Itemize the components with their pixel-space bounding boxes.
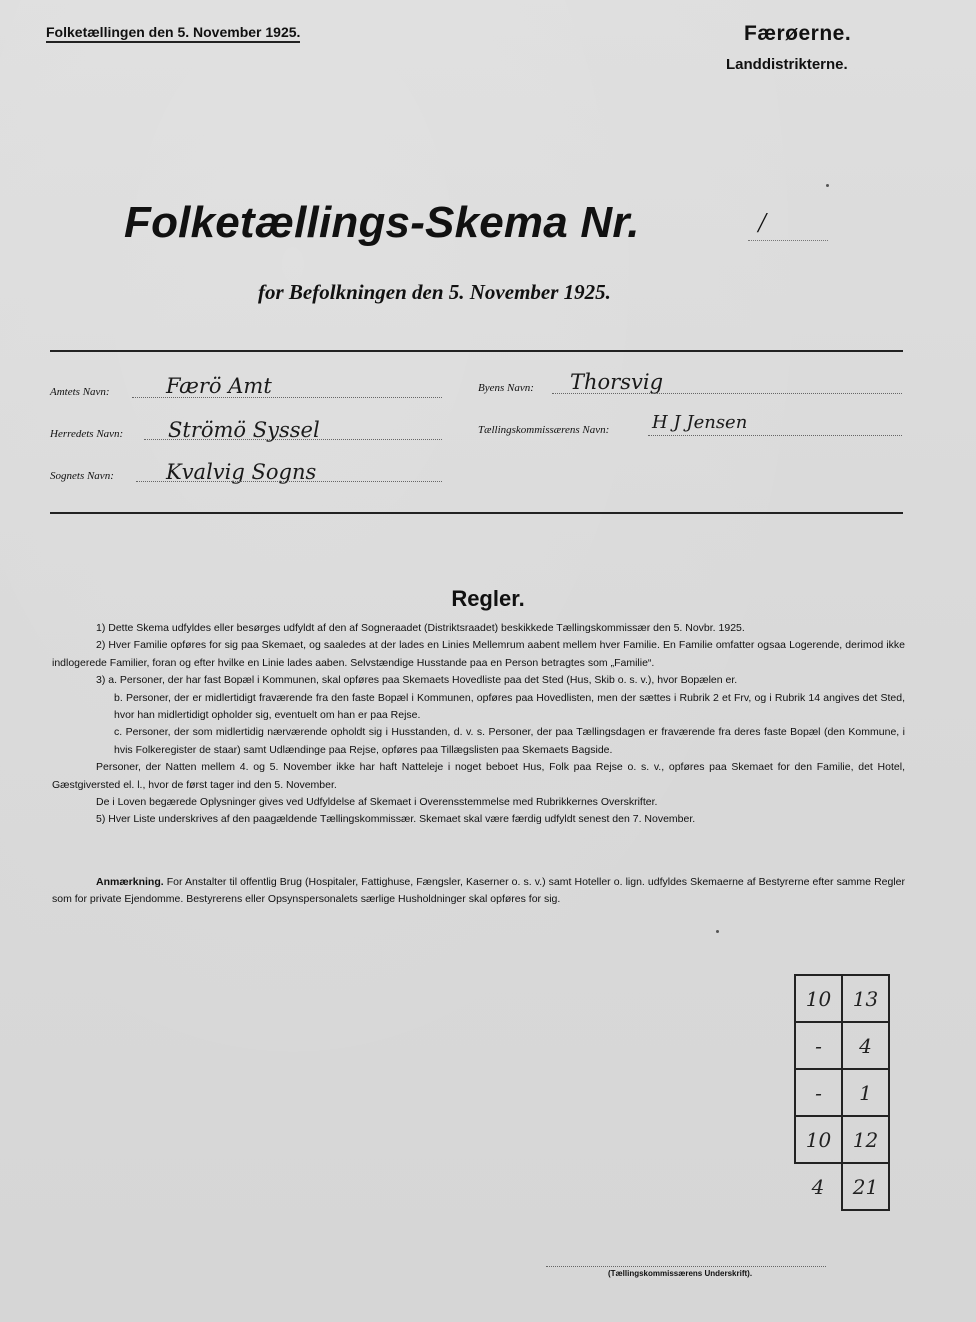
census-date-header: Folketællingen den 5. November 1925. bbox=[46, 24, 300, 43]
bottom-divider bbox=[50, 512, 903, 514]
kommissaer-line bbox=[648, 435, 902, 436]
tally-cell: 4 bbox=[795, 1163, 842, 1210]
note-body: For Anstalter til offentlig Brug (Hospitaler, Fattighuse, Fængsler, Kaserner o. s. v.) samt Hoteller o. lign. udfyldes Skemaerne af Bestyrerne efter samme Regler som for private Ejendomme. Bestyrerens eller Opsynspersonalets særlige Husholdninger skal opføres for sig. bbox=[52, 876, 906, 906]
tally-cell: 4 bbox=[842, 1022, 889, 1069]
sogn-value: Kvalvig Sogns bbox=[166, 460, 317, 484]
region-title: Færøerne. bbox=[744, 22, 852, 45]
herred-label: Herredets Navn: bbox=[50, 428, 124, 440]
paper-speck bbox=[826, 184, 829, 187]
form-number: / bbox=[758, 208, 766, 239]
tally-row bbox=[795, 1116, 889, 1163]
tally-cell: 21 bbox=[842, 1163, 889, 1210]
amt-value: Færö Amt bbox=[166, 374, 272, 398]
rule-5: 5) Hver Liste underskrives af den paagældende Tællingskommissær. Skemaet skal være færdig udfyldt senest den 7. November. bbox=[96, 813, 696, 826]
sogn-label: Sognets Navn: bbox=[50, 470, 114, 482]
tally-cell: - bbox=[795, 1022, 842, 1069]
tally-table bbox=[794, 974, 890, 1211]
rule-2: 2) Hver Familie opføres for sig paa Skemaet, og saaledes at der lades en Linies Mellemrum aabent mellem hver Familie. En Familie omfatter ogsaa Logerende, derimod ikke indlogerede Familier, foran og efter hvilke en Linie lades aaben. Selvstændige Husstande paa en Person betragtes som „Familie“. bbox=[52, 639, 905, 669]
signature-line bbox=[546, 1266, 826, 1267]
region-subtitle: Landdistrikterne. bbox=[726, 56, 848, 73]
tally-row bbox=[795, 1163, 889, 1210]
signature-label: (Tællingskommissærens Underskrift). bbox=[608, 1269, 753, 1278]
by-value: Thorsvig bbox=[570, 370, 664, 394]
rule-4: De i Loven begærede Oplysninger gives ved Udfyldelse af Skemaet i Overensstemmelse med Rubrikkernes Overskrifter. bbox=[96, 796, 658, 809]
tally-cell: - bbox=[795, 1069, 842, 1116]
tally-box bbox=[794, 974, 890, 1212]
rules-heading: Regler. bbox=[451, 586, 525, 611]
form-number-line bbox=[748, 240, 828, 241]
sogn-line bbox=[136, 481, 442, 482]
rules-text bbox=[52, 620, 905, 829]
rule-3c: c. Personer, der som midlertidig nærværende opholdt sig i Husstanden, d. v. s. Personer, der paa Tællingsdagen er fraværende fra deres faste Bopæl (den Kommune, i hvis Folkeregister de staar) samt Udlændinge paa Rejse, opføres paa Tillægslisten paa Skemaets Bagside. bbox=[114, 726, 905, 756]
by-line bbox=[552, 393, 902, 394]
tally-row bbox=[795, 1069, 889, 1116]
by-label: Byens Navn: bbox=[478, 382, 534, 394]
kommissaer-label: Tællingskommissærens Navn: bbox=[478, 424, 610, 436]
rule-1: 1) Dette Skema udfyldes eller besørges udfyldt af den af Sogneraadet (Distriktsraadet) beskikkede Tællingskommissær den 5. Novbr. 1925. bbox=[96, 622, 745, 634]
form-subtitle: for Befolkningen den 5. November 1925. bbox=[258, 280, 611, 304]
tally-cell: 12 bbox=[842, 1116, 889, 1163]
amt-label: Amtets Navn: bbox=[50, 386, 110, 398]
rule-3d: Personer, der Natten mellem 4. og 5. November ikke har haft Natteleje i noget beboet Hus, Folk paa Rejse o. s. v., opføres paa Skemaet for den Familie, det Hotel, Gæstgiversted el. l., hvor de først tager ind den 5. November. bbox=[52, 761, 905, 791]
tally-cell: 10 bbox=[795, 975, 842, 1022]
rule-3b: b. Personer, der er midlertidigt fraværende fra den faste Bopæl i Kommunen, opføres paa Hovedlisten, men der sættes i Rubrik 2 et Frv, og i Rubrik 14 angives det Sted, hvor han midlertidigt opholder sig, eventuelt om han er paa Rejse. bbox=[114, 691, 905, 722]
top-divider bbox=[50, 350, 903, 352]
herred-line bbox=[144, 439, 442, 440]
kommissaer-value: H J Jensen bbox=[652, 412, 748, 433]
herred-value: Strömö Syssel bbox=[168, 418, 320, 442]
tally-row bbox=[795, 975, 889, 1022]
tally-row bbox=[795, 1022, 889, 1069]
amt-line bbox=[132, 397, 442, 398]
rule-3a: 3) a. Personer, der har fast Bopæl i Kommunen, skal opføres paa Skemaets Hovedliste paa det Sted (Hus, Skib o. s. v.), hvor Bopælen er. bbox=[96, 674, 738, 687]
paper-speck bbox=[716, 930, 719, 933]
tally-cell: 1 bbox=[842, 1069, 889, 1116]
tally-cell: 10 bbox=[795, 1116, 842, 1163]
note-text bbox=[52, 874, 905, 909]
note-label: Anmærkning. bbox=[96, 876, 164, 888]
form-title: Folketællings-Skema Nr. bbox=[124, 198, 640, 247]
tally-cell: 13 bbox=[842, 975, 889, 1022]
